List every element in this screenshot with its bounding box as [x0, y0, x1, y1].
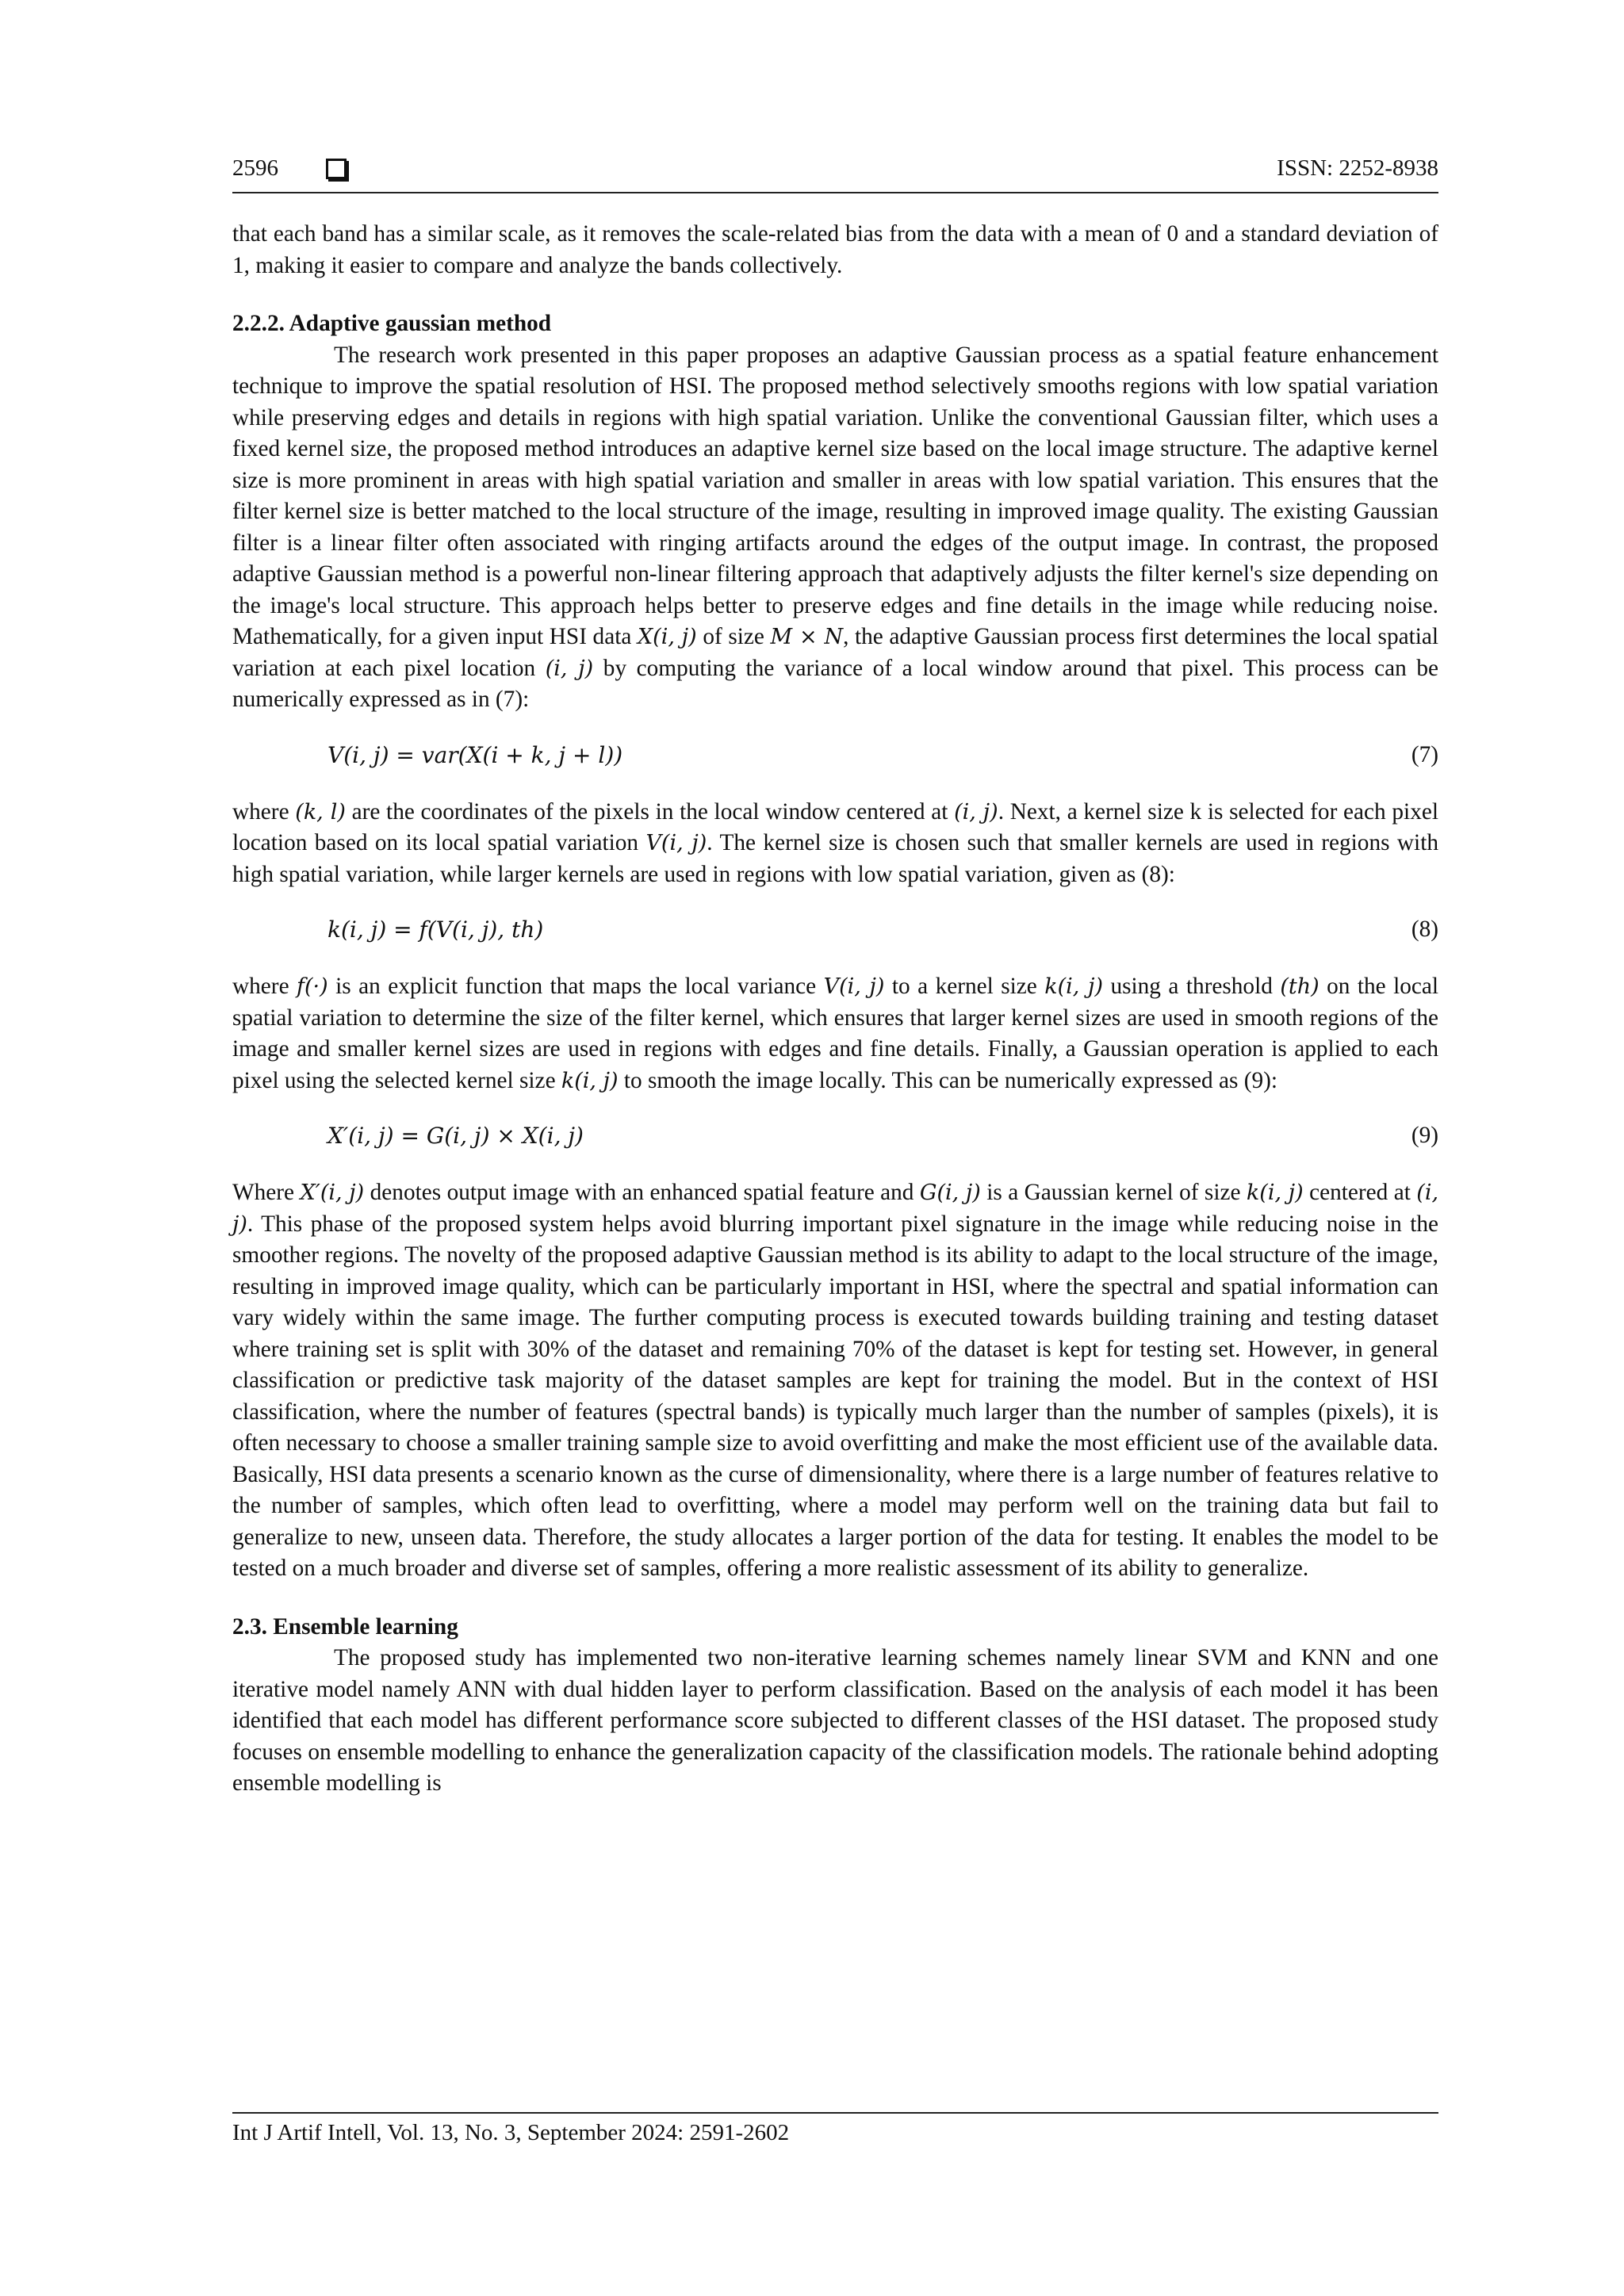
- text-span: is a Gaussian kernel of size: [986, 1180, 1241, 1205]
- text-span: where: [232, 798, 289, 825]
- text-span: The research work presented in this paper proposes an adaptive Gaussian process as a spatial feature enhancement technique to improve the spatial resolution of HSI. The proposed method selectively smooths regions with low spatial variation while preserving edges and details in regions with high spatial variation. Unlike the conventional Gaussian filter, which uses a fixed kernel size, the proposed method introduces an adaptive kernel size based on the local image structure. The adaptive kernel size is more prominent in areas with high spatial variation and smaller in areas with low spatial variation. This ensures that the filter kernel size is better matched to the local structure of the image, resulting in improved image quality. The existing Gaussian filter is a linear filter often associated with ringing artifacts around the edges of the output image. In contrast, the proposed adaptive Gaussian method is a powerful non-linear filtering approach that adaptively adjusts the filter kernel's size depending on the image's local structure. This approach helps better to preserve edges and fine details in the image while reducing noise. Mathematically, for a given input HSI data: [232, 342, 1438, 649]
- text-span: centered at: [1309, 1180, 1411, 1205]
- equation-expression: k(i, j) = f(V(i, j), th): [327, 916, 544, 943]
- paragraph-adaptive-gaussian-4: [232, 1177, 1438, 1585]
- equation-expression: X′(i, j) = G(i, j) × X(i, j): [327, 1123, 584, 1149]
- equation-8: [232, 914, 1438, 946]
- math-inline: (k, l): [295, 799, 346, 825]
- math-inline: k(i, j): [1246, 1181, 1304, 1205]
- text-span: . Next, a kernel size k is selected for each pixel location based on its local spatial variation: [232, 798, 1438, 855]
- article-body: [232, 219, 1438, 1800]
- text-span: . The kernel size is chosen such that smaller kernels are used in regions with high spatial variation, while larger kernels are used in regions with low spatial variation, given as (8):: [232, 830, 1438, 887]
- section-heading-2-3: 2.3. Ensemble learning: [232, 1613, 458, 1640]
- paragraph-adaptive-gaussian-2: [232, 797, 1438, 891]
- text-span: are the coordinates of the pixels in the local window centered at: [351, 798, 948, 825]
- text-span: is an explicit function that maps the local variance: [335, 974, 817, 999]
- running-header: [232, 155, 1438, 193]
- text-span: denotes output image with an enhanced spatial feature and: [370, 1180, 914, 1205]
- math-inline: (i, j): [954, 799, 998, 825]
- math-inline: V(i, j): [823, 974, 885, 999]
- math-inline: f(·): [297, 974, 328, 999]
- text-span: using a threshold: [1110, 974, 1273, 999]
- text-span: on the local spatial variation to determine the size of the filter kernel, which ensures that larger kernel sizes are used in smooth regions of the image and smaller kernel sizes are used in regions with edges and fine details. Finally, a Gaussian operation is applied to each pixel using the selected kernel size: [232, 974, 1438, 1093]
- paragraph-ensemble-learning: The proposed study has implemented two non-iterative learning schemes namely linear SVM and KNN and one iterative model namely ANN with dual hidden layer to perform classification. Based on the analysis of each model it has been identified that each model has different performance score subjected to different classes of the HSI dataset. The proposed study focuses on ensemble modelling to enhance the generalization capacity of the classification models. The rationale behind adopting ensemble modelling is: [232, 1645, 1438, 1796]
- square-box-icon: [326, 159, 347, 179]
- running-footer: [232, 2112, 1438, 2146]
- math-inline: X′(i, j): [300, 1181, 365, 1205]
- text-span: to a kernel size: [891, 974, 1037, 999]
- paragraph-adaptive-gaussian-1: [232, 340, 1438, 716]
- math-inline: G(i, j): [919, 1181, 981, 1205]
- math-inline: X(i, j): [637, 625, 697, 649]
- equation-7: [232, 740, 1438, 771]
- math-inline: (th): [1280, 974, 1320, 999]
- issn-label: ISSN: 2252-8938: [1277, 155, 1438, 181]
- text-span: to smooth the image locally. This can be numerically expressed as (9):: [623, 1067, 1277, 1093]
- math-inline: k(i, j): [1044, 974, 1103, 999]
- math-inline: V(i, j): [645, 831, 707, 855]
- text-span: of size: [703, 624, 764, 649]
- equation-9: [232, 1120, 1438, 1152]
- journal-citation: Int J Artif Intell, Vol. 13, No. 3, September 2024: 2591-2602: [232, 2120, 790, 2145]
- math-inline: (i, j): [545, 656, 594, 681]
- paragraph-adaptive-gaussian-3: [232, 971, 1438, 1096]
- equation-number: (9): [1411, 1123, 1438, 1148]
- text-span: where: [232, 974, 289, 999]
- equation-number: (7): [1411, 741, 1438, 767]
- text-span: by computing the variance of a local window around that pixel. This process can be numerically expressed as in (7):: [232, 655, 1438, 712]
- text-span: , the adaptive Gaussian process first determines the local spatial variation at each pixel location: [232, 624, 1439, 681]
- text-span: . This phase of the proposed system helps avoid blurring important pixel signature in the image while reducing noise in the smoother regions. The novelty of the proposed adaptive Gaussian method is its ability to adapt to the local structure of the image, resulting in improved image quality, which can be particularly important in HSI, where the spectral and spatial information can vary widely within the same image. The further computing process is executed towards building training and testing dataset where training set is split with 30% of the dataset and remaining 70% of the dataset is kept for testing set. However, in general classification or predictive task majority of the dataset samples are kept for training the model. But in the context of HSI classification, where the number of features (spectral bands) is typically much larger than the number of samples (pixels), it is often necessary to choose a smaller training sample size to avoid overfitting and make the most efficient use of the available data. Basically, HSI data presents a scenario known as the curse of dimensionality, where there is a large number of features relative to the number of samples, which often lead to overfitting, where a model may perform well on the training data but fail to generalize to new, unseen data. Therefore, the study allocates a larger portion of the data for testing. It enables the model to be tested on a much broader and diverse set of samples, offering a more realistic assessment of its ability to generalize.: [232, 1211, 1438, 1581]
- equation-number: (8): [1411, 916, 1438, 942]
- math-inline: (i, j): [232, 1181, 1439, 1237]
- math-inline: k(i, j): [561, 1068, 619, 1093]
- equation-expression: V(i, j) = var(X(i + k, j + l)): [327, 741, 623, 768]
- text-span: Where: [232, 1180, 295, 1205]
- math-inline: M × N: [770, 625, 844, 649]
- intro-paragraph: that each band has a similar scale, as it removes the scale-related bias from the data with a mean of 0 and a standard deviation of 1, making it easier to compare and analyze the bands collectively.: [232, 221, 1438, 278]
- page-number: 2596: [232, 155, 278, 181]
- section-heading-2-2-2: 2.2.2. Adaptive gaussian method: [232, 311, 552, 336]
